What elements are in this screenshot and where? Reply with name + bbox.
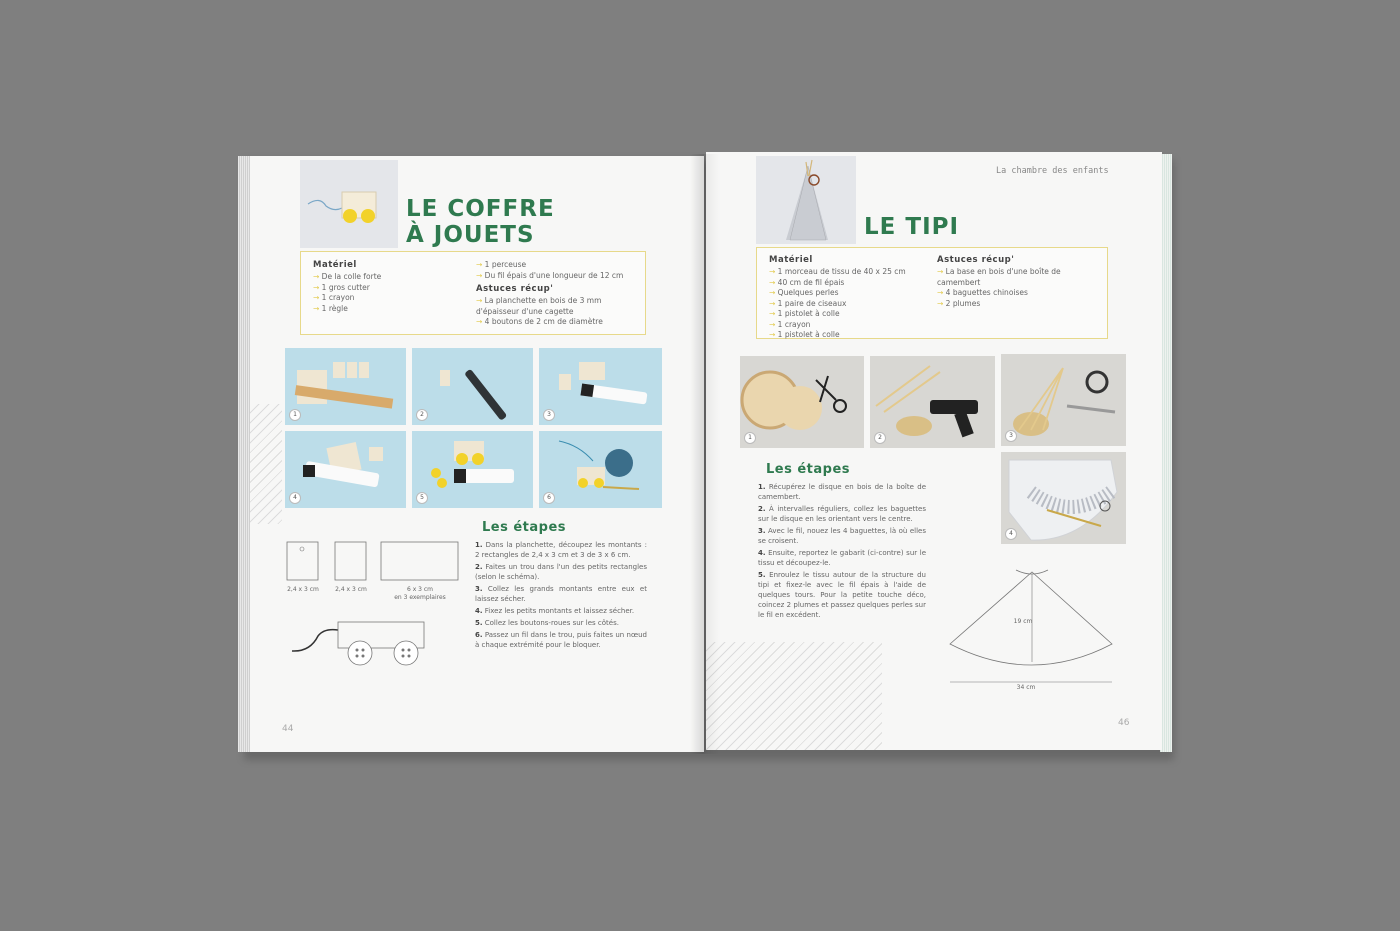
astuce-item: → 4 boutons de 2 cm de diamètre	[476, 317, 636, 328]
materiel-item: → 1 gros cutter	[313, 283, 463, 294]
astuces-heading: Astuces récup'	[937, 255, 1015, 265]
step-item: 6. Passez un fil dans le trou, puis faites un nœud à chaque extrémité pour le bloquer.	[475, 631, 647, 649]
photo-number: 1	[744, 432, 756, 444]
page-title-coffre	[406, 196, 555, 248]
step-item: 5. Collez les boutons-roues sur les côtés.	[475, 619, 619, 627]
materiel-item: → 1 paire de ciseaux	[769, 299, 929, 310]
step-photo-2	[412, 348, 533, 425]
running-head: La chambre des enfants	[996, 166, 1109, 176]
header-photo-tipi	[756, 156, 856, 244]
photo-number: 4	[1005, 528, 1017, 540]
materiel-item: → Du fil épais d'une longueur de 12 cm	[476, 271, 636, 282]
materials-column-2	[476, 260, 636, 328]
astuces-heading: Astuces récup'	[476, 284, 554, 294]
title-line-2: À JOUETS	[406, 222, 535, 248]
box-diagram	[280, 536, 470, 676]
materials-column	[313, 260, 463, 314]
steps-list	[758, 482, 926, 622]
step-item: 2. À intervalles réguliers, collez les baguettes sur le disque en les orientant vers le centre.	[758, 505, 926, 523]
header-photo-toy-box	[300, 160, 398, 248]
step-item: 1. Dans la planchette, découpez les montants : 2 rectangles de 2,4 x 3 cm et 3 de 3 x 6 cm.	[475, 541, 647, 559]
dim-label: 2,4 x 3 cm	[287, 586, 319, 593]
dim-label: 19 cm	[1013, 618, 1033, 625]
page-number-right: 46	[1118, 718, 1130, 728]
hatch-decoration	[250, 404, 282, 524]
photo-number: 3	[543, 409, 555, 421]
materiel-item: → 1 crayon	[769, 320, 929, 331]
tipi-illustration	[756, 156, 856, 244]
astuces-column	[937, 255, 1102, 309]
photo-number: 6	[543, 492, 555, 504]
page-number-left: 44	[282, 724, 294, 734]
step-photo-3	[539, 348, 662, 425]
materiel-item: → 1 perceuse	[476, 260, 636, 271]
step-item: 1. Récupérez le disque en bois de la boîte de camembert.	[758, 483, 926, 501]
step-item: 4. Fixez les petits montants et laissez sécher.	[475, 607, 635, 615]
dim-label: 6 x 3 cm	[406, 586, 434, 593]
photo-number: 5	[416, 492, 428, 504]
materiel-item: → 1 morceau de tissu de 40 x 25 cm	[769, 267, 929, 278]
astuce-item: → La planchette en bois de 3 mm d'épaisseur d'une cagette	[476, 296, 636, 317]
materiel-item: → 1 règle	[313, 304, 463, 315]
page-title-tipi: LE TIPI	[864, 214, 960, 240]
title-line-1: LE COFFRE	[406, 196, 555, 222]
photo-number: 2	[874, 432, 886, 444]
dim-label: 34 cm	[1016, 684, 1036, 691]
materiel-item: → 1 pistolet à colle	[769, 309, 929, 320]
step-photo-2	[870, 356, 995, 448]
step-photo-4	[1001, 452, 1126, 544]
materiel-heading: Matériel	[313, 260, 357, 270]
step-photo-6	[539, 431, 662, 508]
dim-label: en 3 exemplaires	[394, 594, 446, 601]
materials-column	[769, 255, 929, 341]
step-item: 4. Ensuite, reportez le gabarit (ci-contre) sur le tissu et découpez-le.	[758, 549, 926, 567]
step-item: 5. Enroulez le tissu autour de la structure du tipi et fixez-le avec le fil épais à l'aide de quelques tours. Pour la petite touche déco, coincez 2 plumes et passez quelques perles sur le fil en excédent.	[758, 571, 926, 619]
materials-box	[300, 251, 646, 335]
materiel-item: → 1 pistolet à colle	[769, 330, 929, 341]
toy-box-illustration	[300, 160, 398, 248]
photo-number: 4	[289, 492, 301, 504]
step-photo-4	[285, 431, 406, 508]
step-photo-3	[1001, 354, 1126, 446]
step-item: 3. Avec le fil, nouez les 4 baguettes, là où elles se croisent.	[758, 527, 926, 545]
materials-box	[756, 247, 1108, 339]
step-item: 2. Faites un trou dans l'un des petits rectangles (selon le schéma).	[475, 563, 647, 581]
astuce-item: → La base en bois d'une boîte de camembert	[937, 267, 1102, 288]
photo-number: 2	[416, 409, 428, 421]
left-page	[250, 156, 704, 752]
right-page	[706, 152, 1162, 750]
astuce-item: → 4 baguettes chinoises	[937, 288, 1102, 299]
photo-number: 1	[289, 409, 301, 421]
step-photo-1	[740, 356, 864, 448]
step-photo-1	[285, 348, 406, 425]
step-item: 3. Collez les grands montants entre eux et laissez sécher.	[475, 585, 647, 603]
steps-heading: Les étapes	[482, 520, 567, 535]
materiel-heading: Matériel	[769, 255, 813, 265]
steps-list	[475, 540, 647, 652]
hatch-decoration	[706, 642, 882, 750]
dim-label: 2,4 x 3 cm	[335, 586, 367, 593]
steps-heading: Les étapes	[766, 462, 851, 477]
open-book	[238, 150, 1174, 758]
materiel-item: → De la colle forte	[313, 272, 463, 283]
materiel-item: → Quelques perles	[769, 288, 929, 299]
materiel-item: → 40 cm de fil épais	[769, 278, 929, 289]
step-photo-5	[412, 431, 533, 508]
photo-number: 3	[1005, 430, 1017, 442]
materiel-item: → 1 crayon	[313, 293, 463, 304]
astuce-item: → 2 plumes	[937, 299, 1102, 310]
